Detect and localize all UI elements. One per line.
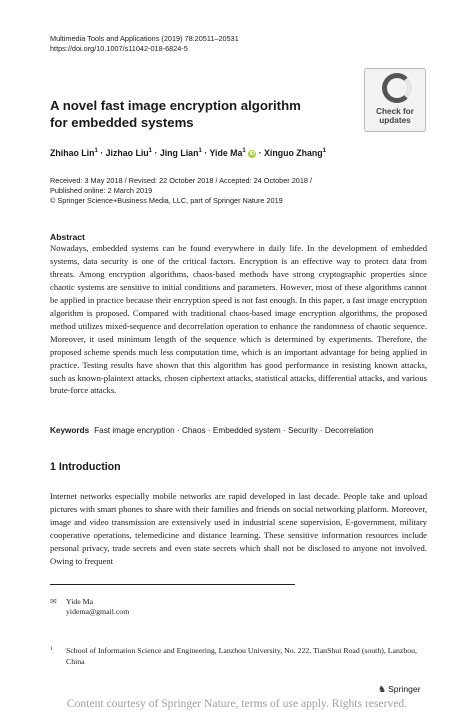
- author-name: Zhihao Lin: [50, 148, 95, 158]
- correspondence-name: Yide Ma: [66, 597, 94, 606]
- abstract-heading: Abstract: [50, 232, 85, 242]
- correspondence-email[interactable]: yidema@gmail.com: [66, 607, 130, 617]
- springer-horse-icon: ♞: [378, 684, 387, 694]
- badge-line-2: updates: [379, 116, 411, 125]
- author-name: Yide Ma: [209, 148, 243, 158]
- paper-title: [50, 97, 350, 131]
- publisher-name: Springer: [388, 684, 421, 694]
- title-line-1: A novel fast image encryption algorithm: [50, 98, 301, 113]
- affiliation-text: School of Information Science and Engineering, Lanzhou University, No. 222, TianShui Road (south), Lanzhou, China: [66, 646, 417, 666]
- badge-line-1: Check for: [376, 107, 414, 116]
- author-affil-ref: 1: [322, 148, 326, 155]
- title-line-2: for embedded systems: [50, 115, 194, 130]
- envelope-icon: ✉: [50, 597, 57, 606]
- keywords-list: Fast image encryption · Chaos · Embedded system · Security · Decorrelation: [94, 426, 374, 435]
- check-for-updates-badge[interactable]: [364, 68, 426, 132]
- publisher-logo: [378, 684, 421, 695]
- journal-info: [50, 34, 239, 53]
- publication-dates: [50, 176, 312, 206]
- author-name: Jizhao Liu: [105, 148, 149, 158]
- abstract-text: Nowadays, embedded systems can be found everywhere in daily life. In the development of embedded systems, data security is one of the critical factors. Encryption is an effective way to protect data from threats. Among encryption algorithms, chaos-based methods have strong cryptographic properties since chaotic systems are sensitive to initial conditions and parameters. However, most of these algorithms cannot be applied in practice because their encryption speed is not fast enough. In this paper, a fast image encryption algorithm is proposed. Compared with traditional chaos-based image encryption algorithms, the proposed method utilizes mixed-sequence and decorrelation operation to enhance the randomness of chaotic sequence. Moreover, it used minimum length of the sequence which is determined by experiments. Therefore, the proposed scheme spends much less computation time, which is an important advantage for being applied in practice. Testing results have shown that this algorithm has good performance in resisting known attacks, such as known-plaintext attacks, chosen ciphertext attacks, statistical attacks, differential attacks, and various brute-force attacks.: [50, 243, 427, 396]
- author-affil-ref: 1: [94, 148, 98, 155]
- author-list: Zhihao Lin$^1$ · Jizhao Liu$^1$ · Jing Lian$^1$ · Yide Ma$^1$ iD · Xinguo Zhang$^1$: [50, 148, 326, 158]
- author-affil-ref: 1: [242, 148, 246, 155]
- keywords: [50, 425, 430, 436]
- doi-link[interactable]: https://doi.org/10.1007/s11042-018-6824-5: [50, 43, 188, 53]
- journal-citation: Multimedia Tools and Applications (2019) 78:20511–20531: [50, 34, 239, 43]
- courtesy-watermark: Content courtesy of Springer Nature, terms of use apply. Rights reserved.: [66, 697, 408, 710]
- footnote-divider: [50, 584, 295, 585]
- author-name: Xinguo Zhang: [264, 148, 323, 158]
- affiliation-footnote: [50, 645, 420, 667]
- author-name: Jing Lian: [159, 148, 199, 158]
- author-affil-ref: 1: [148, 148, 152, 155]
- keywords-label: Keywords: [50, 426, 90, 435]
- affiliation-number: 1: [50, 646, 53, 652]
- section-heading: 1 Introduction: [50, 461, 121, 473]
- dates-published-line: Published online: 2 March 2019: [50, 186, 153, 195]
- orcid-icon[interactable]: iD: [249, 151, 255, 157]
- author-affil-ref: 1: [198, 148, 202, 155]
- introduction-text: Internet networks especially mobile networks are rapid developed in last decade. People take and upload pictures with smart phones to share with their families and friends on social networking platform. Moreover, image and video transmission are extensively used in industrial scene supervision, E-government, military cooperative operations, telemedicine and distance learning. These sensitive information resources include personal privacy, trade secrets and even state secrets which shall not be disclosed to anyone not involved. Owing to frequent: [50, 491, 427, 567]
- correspondence: [50, 597, 129, 618]
- copyright-line: © Springer Science+Business Media, LLC, part of Springer Nature 2019: [50, 196, 283, 205]
- dates-received-line: Received: 3 May 2018 / Revised: 22 October 2018 / Accepted: 24 October 2018 /: [50, 176, 313, 185]
- check-updates-icon: [382, 73, 412, 103]
